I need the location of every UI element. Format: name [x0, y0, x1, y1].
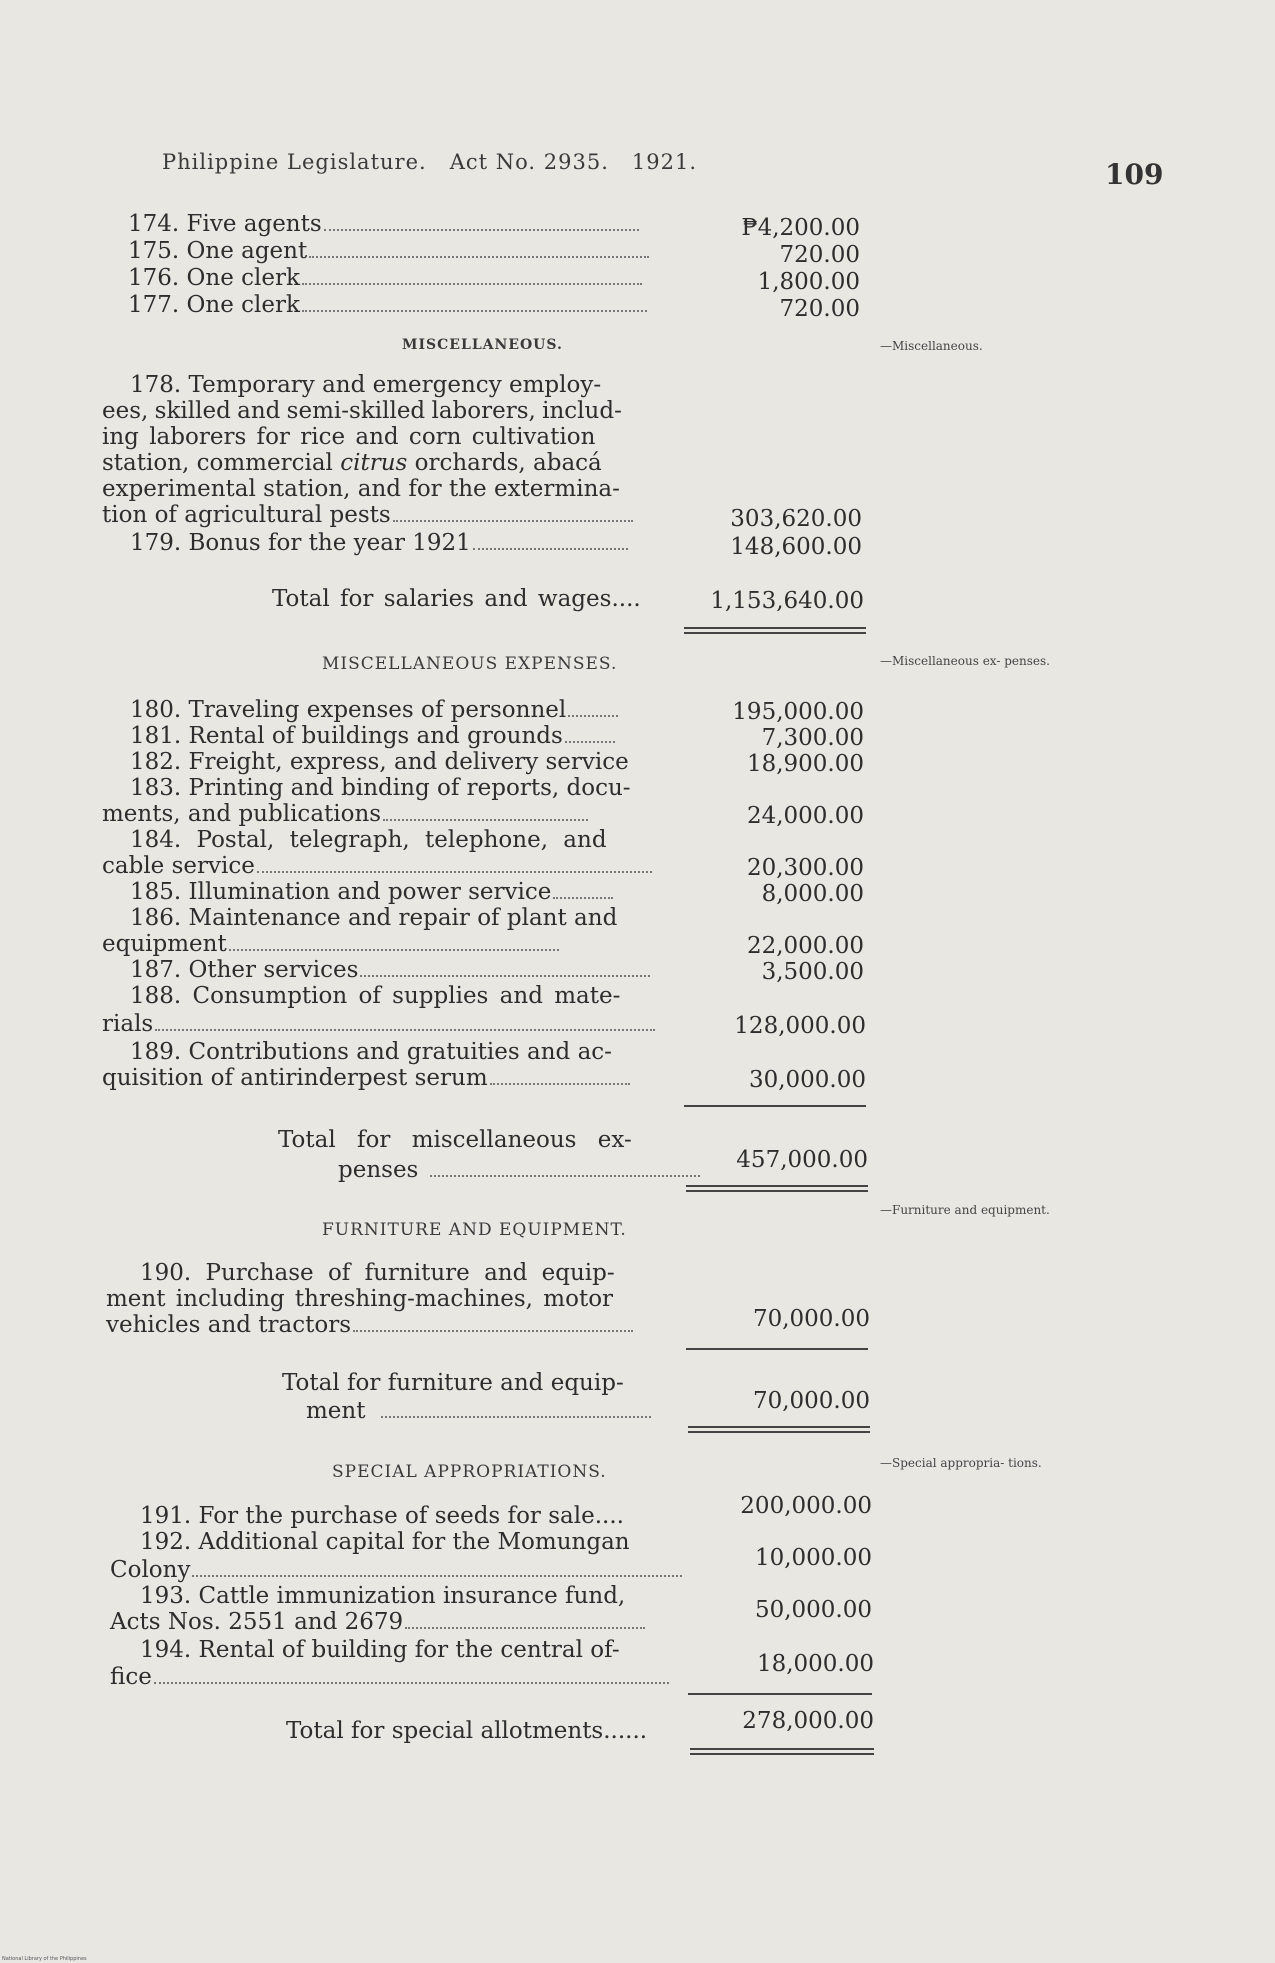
amount-183: 24,000.00	[746, 803, 864, 829]
total-special-amount: 278,000.00	[742, 1708, 874, 1734]
line-item-176: 176. One clerk	[128, 265, 642, 292]
item-190-line-2: ment including threshing-machines, motor	[106, 1286, 614, 1312]
item-194-line-1: 194. Rental of building for the central of-	[140, 1637, 620, 1663]
item-183-line-1: 183. Printing and binding of reports, docu-	[130, 775, 631, 801]
amount-178: 303,620.00	[730, 506, 862, 532]
section-heading-furniture: FURNITURE AND EQUIPMENT.	[322, 1220, 627, 1240]
item-178-line-4: station, commercial citrus orchards, abacá	[102, 450, 602, 476]
item-193-line-2: Acts Nos. 2551 and 2679	[110, 1609, 645, 1636]
margin-note-special: —Special appropria- tions.	[880, 1456, 1042, 1470]
footer-note: National Library of the Philippines	[2, 1956, 87, 1962]
amount-176: 1,800.00	[757, 269, 860, 295]
line-item-191: 191. For the purchase of seeds for sale....	[140, 1503, 624, 1529]
line-item-175: 175. One agent	[128, 238, 649, 265]
item-188-line-2: rials	[102, 1011, 655, 1038]
item-189-line-2: quisition of antirinderpest serum	[102, 1065, 630, 1092]
item-178-line-1: 178. Temporary and emergency employ-	[130, 372, 602, 398]
double-rule	[686, 1185, 868, 1192]
header-title: Philippine Legislature.	[162, 150, 427, 174]
amount-187: 3,500.00	[761, 959, 864, 985]
subtotal-rule	[688, 1693, 872, 1695]
line-item-174: 174. Five agents	[128, 211, 639, 238]
line-item-181: 181. Rental of buildings and grounds	[130, 723, 615, 750]
amount-182: 18,900.00	[746, 751, 864, 777]
item-194-line-2: fice	[110, 1664, 669, 1691]
subtotal-rule	[686, 1348, 868, 1350]
section-heading-miscellaneous: MISCELLANEOUS.	[402, 337, 563, 353]
amount-181: 7,300.00	[761, 725, 864, 751]
line-item-185: 185. Illumination and power service	[130, 879, 613, 906]
margin-note-misc-expenses: —Miscellaneous ex- penses.	[880, 654, 1050, 668]
amount-186: 22,000.00	[746, 933, 864, 959]
margin-note-miscellaneous: —Miscellaneous.	[880, 339, 983, 353]
amount-184: 20,300.00	[746, 855, 864, 881]
item-188-line-1: 188. Consumption of supplies and mate-	[130, 983, 621, 1009]
total-misc-line-2: penses	[338, 1157, 700, 1184]
margin-note-furniture: —Furniture and equipment.	[880, 1203, 1050, 1217]
line-item-182: 182. Freight, express, and delivery service	[130, 749, 629, 775]
amount-175: 720.00	[779, 242, 860, 268]
amount-174: ₱4,200.00	[741, 215, 860, 241]
subtotal-rule	[684, 1105, 866, 1107]
item-189-line-1: 189. Contributions and gratuities and ac-	[130, 1039, 612, 1065]
total-furniture-amount: 70,000.00	[752, 1388, 870, 1414]
total-furniture-line-2: ment	[306, 1398, 651, 1425]
item-192-line-2: Colony	[110, 1557, 682, 1584]
amount-191: 200,000.00	[740, 1493, 872, 1519]
item-190-line-1: 190. Purchase of furniture and equip-	[140, 1260, 615, 1286]
line-item-187: 187. Other services	[130, 957, 650, 984]
item-184-line-2: cable service	[102, 853, 652, 880]
total-special-label: Total for special allotments......	[286, 1718, 648, 1744]
running-header	[162, 150, 697, 174]
amount-188: 128,000.00	[734, 1013, 866, 1039]
item-183-line-2: ments, and publications	[102, 801, 588, 828]
amount-179: 148,600.00	[730, 534, 862, 560]
double-rule	[688, 1426, 870, 1433]
item-178-line-5: experimental station, and for the extermina-	[102, 476, 620, 502]
amount-193: 50,000.00	[754, 1597, 872, 1623]
item-178-line-3: ing laborers for rice and corn cultivation	[102, 424, 596, 450]
line-item-179: 179. Bonus for the year 1921	[130, 530, 628, 557]
total-salaries-amount: 1,153,640.00	[710, 588, 864, 614]
total-furniture-line-1: Total for furniture and equip-	[282, 1370, 624, 1396]
total-misc-amount: 457,000.00	[736, 1147, 868, 1173]
item-192-line-1: 192. Additional capital for the Momungan	[140, 1529, 630, 1555]
item-184-line-1: 184. Postal, telegraph, telephone, and	[130, 827, 607, 853]
line-item-180: 180. Traveling expenses of personnel	[130, 697, 618, 724]
item-186-line-1: 186. Maintenance and repair of plant and	[130, 905, 618, 931]
amount-190: 70,000.00	[752, 1306, 870, 1332]
item-186-line-2: equipment	[102, 931, 559, 958]
line-item-177: 177. One clerk	[128, 292, 647, 319]
amount-180: 195,000.00	[732, 699, 864, 725]
amount-189: 30,000.00	[748, 1067, 866, 1093]
total-misc-line-1: Total for miscellaneous ex-	[278, 1127, 632, 1153]
double-rule	[684, 627, 866, 634]
amount-192: 10,000.00	[754, 1545, 872, 1571]
item-178-line-2: ees, skilled and semi-skilled laborers, includ-	[102, 398, 622, 424]
double-rule	[690, 1748, 874, 1755]
header-year: 1921.	[631, 150, 698, 174]
total-salaries-label: Total for salaries and wages....	[272, 586, 641, 612]
page-number: 109	[1105, 158, 1164, 191]
item-178-line-6: tion of agricultural pests	[102, 502, 633, 529]
item-190-line-3: vehicles and tractors	[106, 1312, 633, 1339]
item-193-line-1: 193. Cattle immunization insurance fund,	[140, 1583, 626, 1609]
amount-185: 8,000.00	[761, 881, 864, 907]
header-act: Act No. 2935.	[449, 150, 609, 174]
amount-194: 18,000.00	[756, 1651, 874, 1677]
section-heading-special: SPECIAL APPROPRIATIONS.	[332, 1462, 607, 1482]
section-heading-misc-expenses: MISCELLANEOUS EXPENSES.	[322, 654, 618, 674]
amount-177: 720.00	[779, 296, 860, 322]
